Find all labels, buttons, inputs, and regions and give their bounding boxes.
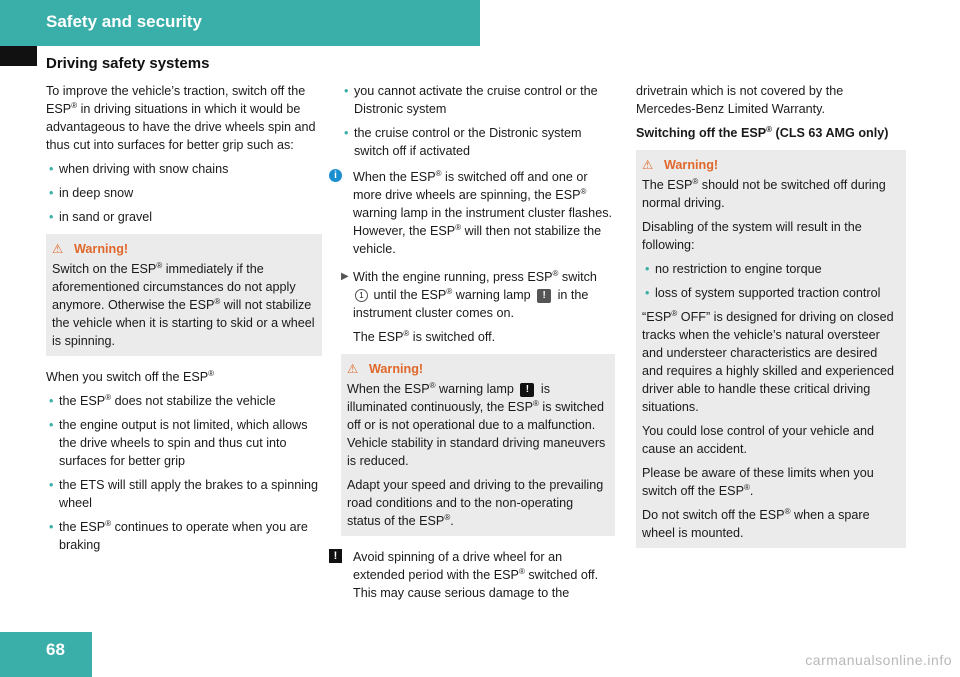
continued-text: drivetrain which is not covered by the Mercedes-Benz Limited Warranty.: [636, 84, 844, 116]
section-title: Safety and security: [46, 12, 202, 31]
warning-paragraph: You could lose control of your vehicle and cause an accident.: [642, 424, 874, 456]
list-item: • in deep snow: [46, 184, 322, 202]
warning-text: Switch on the ESP® immediately if the aforementioned circumstances do not apply anymore. Otherwise the ESP® will not stabilize the vehicle when it is starting to skid or a wheel is spinning.: [52, 260, 315, 348]
list-item: • the ETS will still apply the brakes to a spinning wheel: [46, 476, 322, 512]
warning-box: [636, 150, 906, 548]
warning-paragraph: [347, 380, 609, 470]
step-text-b: until the ESP® warning lamp: [373, 286, 531, 302]
restrictions-list: [341, 82, 615, 160]
warning-text-a: When the ESP® warning lamp: [347, 380, 514, 396]
info-text: When the ESP® is switched off and one or more drive wheels are spinning, the ESP® warning lamp in the instrument cluster flashes. However, the ESP® will then not stabilize the vehicle.: [353, 168, 612, 256]
warning-box: [46, 234, 322, 356]
warning-title: Warning!: [664, 158, 719, 172]
damage-note: [333, 548, 615, 602]
step-text-c: in the instrument cluster comes on.: [353, 288, 589, 320]
step-result: The ESP® is switched off.: [353, 328, 496, 344]
list-item: • the ESP® does not stabilize the vehicle: [46, 392, 322, 410]
list-item: • the engine output is not limited, which allows the drive wheels to spin and thus cut into surfaces for better grip: [46, 416, 322, 470]
list-item: • you cannot activate the cruise control or the Distronic system: [341, 82, 615, 118]
subsection-title: Driving safety systems: [46, 55, 210, 72]
intro-paragraph: To improve the vehicle’s traction, switch off the ESP® in driving situations in which it would be advantageous to have the drive wheels spin and thus cut into surfaces for better grip such as:: [46, 84, 316, 152]
consequences-list: [642, 260, 900, 302]
step-arrow-icon: ▶: [341, 271, 349, 282]
column-2: [333, 82, 615, 602]
subheading: Switching off the ESP® (CLS 63 AMG only): [636, 124, 889, 140]
list-item: • the ESP® continues to operate when you are braking: [46, 518, 322, 554]
list-item: • no restriction to engine torque: [642, 260, 900, 278]
warning-title: Warning!: [74, 242, 129, 256]
info-note: [334, 168, 615, 258]
list-item: • loss of system supported traction control: [642, 284, 900, 302]
page-number: 68: [46, 640, 65, 659]
exclamation-icon: !: [329, 549, 342, 563]
when-off-heading: When you switch off the ESP®: [46, 368, 215, 384]
warning-title: Warning!: [369, 362, 424, 376]
instruction-step: [341, 268, 615, 346]
step-text-a: With the engine running, press ESP® switch: [353, 268, 597, 284]
warning-box: [341, 354, 615, 536]
list-item: • the cruise control or the Distronic system switch off if activated: [341, 124, 615, 160]
note-text: Avoid spinning of a drive wheel for an extended period with the ESP® switched off. This may cause serious damage to the: [353, 550, 599, 600]
conditions-list: [46, 160, 322, 226]
warning-paragraph: Do not switch off the ESP® when a spare wheel is mounted.: [642, 506, 870, 540]
warning-paragraph: Disabling of the system will result in the following:: [642, 220, 862, 252]
callout-number: 1: [355, 289, 368, 302]
warning-paragraph: Adapt your speed and driving to the prevailing road conditions and to the non-operating status of the ESP®.: [347, 478, 604, 528]
esp-warning-lamp-icon: !: [520, 383, 534, 397]
warning-paragraph: “ESP® OFF” is designed for driving on closed tracks when the vehicle’s natural oversteer and understeer characteristics are desired and requires a highly skilled and experienced driver able to handle these critical driving situations.: [642, 308, 895, 414]
warning-paragraph: Please be aware of these limits when you switch off the ESP®.: [642, 466, 874, 498]
warning-paragraph: The ESP® should not be switched off during normal driving.: [642, 176, 886, 210]
list-item: • in sand or gravel: [46, 208, 322, 226]
header-marker: [0, 46, 37, 66]
watermark: carmanualsonline.info: [805, 652, 952, 668]
info-icon: i: [329, 169, 342, 182]
column-3: [636, 82, 906, 560]
warning-text-b: is illuminated continuously, the ESP® is switched off or is not operational due to a malfunction. Vehicle stability in standard driving maneuvers is reduced.: [347, 382, 606, 468]
warning-triangle-icon: ⚠: [52, 242, 64, 256]
list-item: • when driving with snow chains: [46, 160, 322, 178]
column-1: [46, 82, 322, 560]
warning-triangle-icon: ⚠: [642, 158, 654, 172]
esp-warning-lamp-icon: !: [537, 289, 551, 303]
effects-list: [46, 392, 322, 554]
warning-triangle-icon: ⚠: [347, 362, 359, 376]
